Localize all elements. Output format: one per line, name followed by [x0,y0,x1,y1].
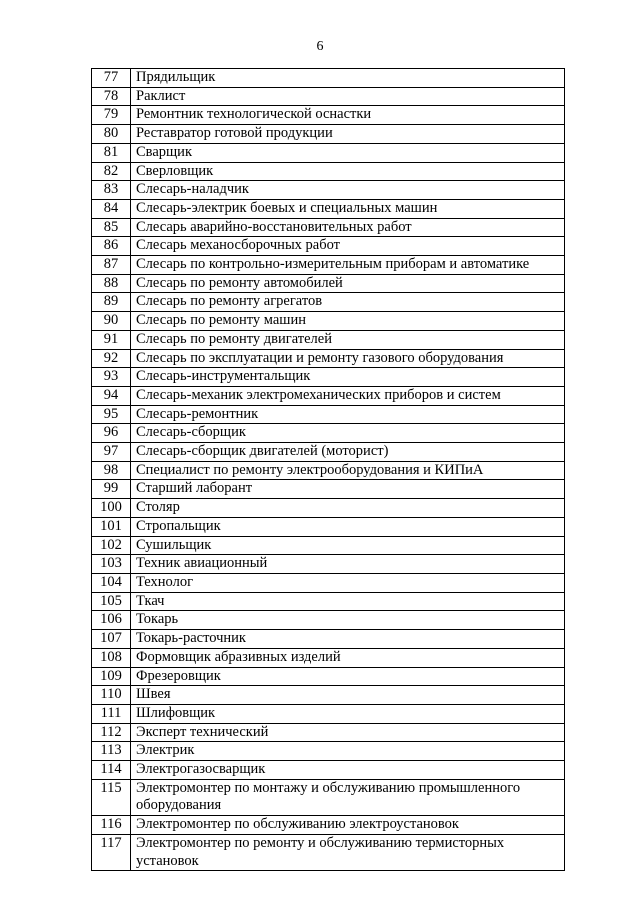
table-row [92,592,565,611]
table-row [92,256,565,275]
row-number: 85 [92,218,131,237]
row-number: 84 [92,199,131,218]
table-row [92,779,565,815]
row-number: 98 [92,461,131,480]
profession-name: Слесарь-сборщик [131,424,565,443]
table-row [92,143,565,162]
table-row [92,704,565,723]
row-number: 78 [92,87,131,106]
table-row [92,816,565,835]
table-row [92,181,565,200]
professions-table [91,68,565,871]
table-row [92,686,565,705]
profession-name: Сварщик [131,143,565,162]
table-row [92,312,565,331]
profession-name: Слесарь-сборщик двигателей (моторист) [131,443,565,462]
profession-name: Фрезеровщик [131,667,565,686]
row-number: 103 [92,555,131,574]
table-row [92,611,565,630]
table-row [92,87,565,106]
profession-name: Старший лаборант [131,480,565,499]
profession-name: Слесарь по ремонту двигателей [131,330,565,349]
profession-name: Электромонтер по монтажу и обслуживанию промышленного оборудования [131,779,565,815]
row-number: 97 [92,443,131,462]
row-number: 81 [92,143,131,162]
row-number: 93 [92,368,131,387]
profession-name: Раклист [131,87,565,106]
table-row [92,218,565,237]
table-row [92,761,565,780]
profession-name: Слесарь механосборочных работ [131,237,565,256]
profession-name: Специалист по ремонту электрооборудования и КИПиА [131,461,565,480]
table-row [92,349,565,368]
professions-table-body [92,69,565,871]
row-number: 106 [92,611,131,630]
profession-name: Электромонтер по ремонту и обслуживанию термисторных установок [131,834,565,870]
profession-name: Токарь [131,611,565,630]
table-row [92,517,565,536]
profession-name: Ремонтник технологической оснастки [131,106,565,125]
row-number: 113 [92,742,131,761]
table-row [92,330,565,349]
table-row [92,368,565,387]
table-row [92,293,565,312]
row-number: 96 [92,424,131,443]
row-number: 107 [92,630,131,649]
row-number: 99 [92,480,131,499]
table-row [92,237,565,256]
profession-name: Реставратор готовой продукции [131,125,565,144]
profession-name: Сверловщик [131,162,565,181]
profession-name: Слесарь-механик электромеханических приборов и систем [131,386,565,405]
profession-name: Слесарь-наладчик [131,181,565,200]
table-row [92,648,565,667]
profession-name: Слесарь аварийно-восстановительных работ [131,218,565,237]
row-number: 79 [92,106,131,125]
profession-name: Технолог [131,573,565,592]
table-row [92,536,565,555]
row-number: 112 [92,723,131,742]
profession-name: Слесарь по ремонту автомобилей [131,274,565,293]
row-number: 105 [92,592,131,611]
row-number: 83 [92,181,131,200]
row-number: 116 [92,816,131,835]
row-number: 86 [92,237,131,256]
row-number: 104 [92,573,131,592]
row-number: 88 [92,274,131,293]
profession-name: Шлифовщик [131,704,565,723]
table-row [92,480,565,499]
profession-name: Столяр [131,499,565,518]
row-number: 80 [92,125,131,144]
row-number: 100 [92,499,131,518]
profession-name: Прядильщик [131,69,565,88]
row-number: 108 [92,648,131,667]
table-row [92,106,565,125]
profession-name: Швея [131,686,565,705]
row-number: 109 [92,667,131,686]
table-row [92,499,565,518]
row-number: 89 [92,293,131,312]
table-row [92,443,565,462]
profession-name: Слесарь по ремонту агрегатов [131,293,565,312]
profession-name: Эксперт технический [131,723,565,742]
row-number: 90 [92,312,131,331]
table-row [92,461,565,480]
profession-name: Формовщик абразивных изделий [131,648,565,667]
row-number: 115 [92,779,131,815]
profession-name: Ткач [131,592,565,611]
row-number: 82 [92,162,131,181]
row-number: 114 [92,761,131,780]
row-number: 91 [92,330,131,349]
row-number: 101 [92,517,131,536]
table-row [92,274,565,293]
row-number: 77 [92,69,131,88]
page-number: 6 [316,39,324,54]
profession-name: Слесарь по контрольно-измерительным приборам и автоматике [131,256,565,275]
row-number: 111 [92,704,131,723]
profession-name: Сушильщик [131,536,565,555]
table-row [92,630,565,649]
profession-name: Стропальщик [131,517,565,536]
table-row [92,162,565,181]
table-row [92,125,565,144]
row-number: 94 [92,386,131,405]
profession-name: Токарь-расточник [131,630,565,649]
table-row [92,555,565,574]
profession-name: Техник авиационный [131,555,565,574]
row-number: 92 [92,349,131,368]
table-row [92,199,565,218]
profession-name: Слесарь-электрик боевых и специальных машин [131,199,565,218]
table-row [92,667,565,686]
table-row [92,723,565,742]
profession-name: Слесарь по ремонту машин [131,312,565,331]
table-row [92,742,565,761]
profession-name: Слесарь по эксплуатации и ремонту газового оборудования [131,349,565,368]
profession-name: Электромонтер по обслуживанию электроустановок [131,816,565,835]
row-number: 102 [92,536,131,555]
table-row [92,386,565,405]
profession-name: Слесарь-инструментальщик [131,368,565,387]
row-number: 87 [92,256,131,275]
row-number: 117 [92,834,131,870]
profession-name: Электрогазосварщик [131,761,565,780]
table-row [92,834,565,870]
row-number: 110 [92,686,131,705]
table-row [92,405,565,424]
row-number: 95 [92,405,131,424]
profession-name: Слесарь-ремонтник [131,405,565,424]
table-row [92,573,565,592]
table-row [92,69,565,88]
table-row [92,424,565,443]
profession-name: Электрик [131,742,565,761]
